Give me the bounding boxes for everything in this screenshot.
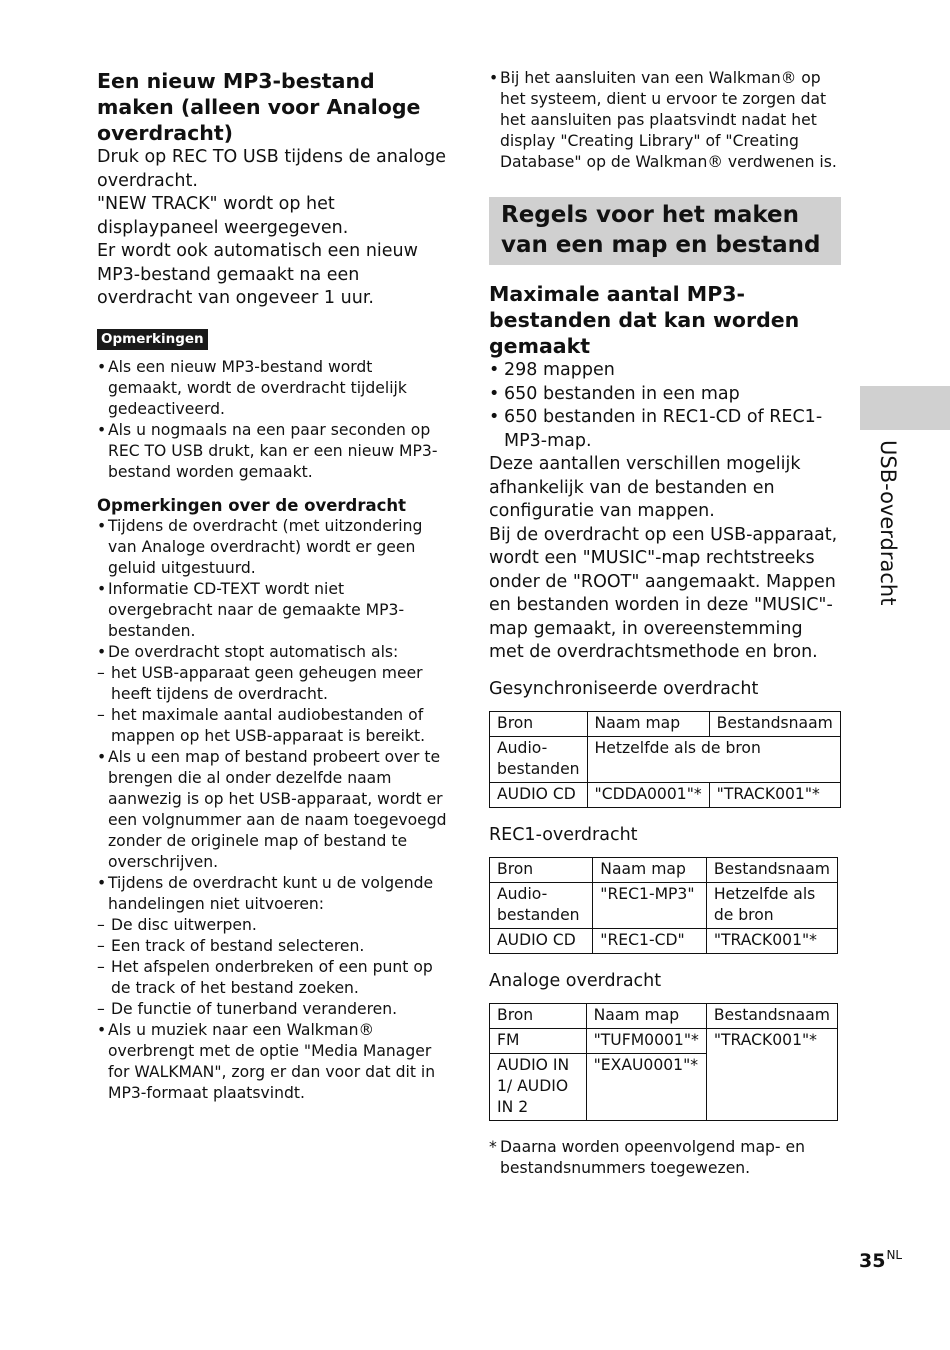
footnote-marker: *	[489, 1137, 497, 1156]
side-label-text: USB-overdracht	[876, 440, 900, 606]
table-header-row	[490, 857, 838, 882]
table-header: Bestandsnaam	[709, 711, 840, 736]
footnote-text: Daarna worden opeenvolgend map- en bestandsnummers toegewezen.	[500, 1137, 805, 1177]
sync-transfer-table	[489, 711, 841, 808]
table-header: Bestandsnaam	[706, 1003, 837, 1028]
list-item: • 650 bestanden in een map	[489, 383, 841, 407]
table-caption: REC1-overdracht	[489, 824, 638, 845]
table-cell: Audio-bestanden	[490, 882, 593, 928]
table-cell: Audio-bestanden	[490, 736, 588, 782]
list-item: • Als u een map of bestand probeert over te brengen die al onder dezelfde naam aanwezig is op het USB-apparaat, wordt er een volgnummer aan de naam toegevoegd zonder de originele map of bestand te overschrijven.	[97, 747, 449, 873]
table-header: Bron	[490, 1003, 587, 1028]
section-title-box	[489, 197, 841, 265]
table-row	[490, 928, 838, 953]
list-item	[97, 873, 449, 1020]
subheading-max-files: Maximale aantal MP3-bestanden dat kan worden gemaakt	[489, 282, 800, 358]
table-cell: AUDIO CD	[490, 782, 588, 807]
rec1-transfer-table	[489, 857, 838, 954]
paragraph: Bij de overdracht op een USB-apparaat, wordt een "MUSIC"-map rechtstreeks onder de "ROOT" aangemaakt. Mappen en bestanden worden in deze "MUSIC"-map gemaakt, in overeenstemming met de overdrachtsmethode en bron.	[489, 524, 838, 662]
table-row	[490, 736, 841, 782]
table-header-row	[490, 1003, 838, 1028]
table-header: Bestandsnaam	[706, 857, 837, 882]
list-item: – De functie of tunerband veranderen.	[97, 999, 449, 1020]
table-row	[490, 882, 838, 928]
side-label	[868, 440, 908, 630]
table-cell: "REC1-CD"	[593, 928, 707, 953]
right-column	[489, 0, 841, 1179]
table-cell: AUDIO IN 1/ AUDIO IN 2	[490, 1053, 587, 1120]
left-column	[97, 0, 449, 1104]
paragraph: Druk op REC TO USB tijdens de analoge overdracht.	[97, 147, 447, 191]
table-caption: Analoge overdracht	[489, 970, 662, 991]
list-item: – Het afspelen onderbreken of een punt op de track of het bestand zoeken.	[97, 957, 449, 999]
paragraph: "NEW TRACK" wordt op het displaypaneel weergegeven.	[97, 194, 349, 238]
list-item-text: Tijdens de overdracht kunt u de volgende handelingen niet uitvoeren:	[108, 873, 434, 913]
table-cell: "CDDA0001"*	[587, 782, 709, 807]
list-item: • Als een nieuw MP3-bestand wordt gemaakt, wordt de overdracht tijdelijk gedeactiveerd.	[97, 357, 449, 420]
page-number-value: 35	[859, 1250, 886, 1272]
table-cell: "TRACK001"*	[709, 782, 840, 807]
list-item	[97, 642, 449, 747]
table-cell: "TRACK001"*	[706, 1028, 837, 1120]
list-item: – Een track of bestand selecteren.	[97, 936, 449, 957]
table-cell: "TUFM0001"*	[586, 1028, 706, 1053]
list-item: • Als u muziek naar een Walkman® overbrengt met de optie "Media Manager for WALKMAN", zorg er dan voor dat dit in MP3-formaat plaatsvindt.	[97, 1020, 449, 1104]
walkman-note-list	[489, 68, 841, 173]
table-cell: "EXAU0001"*	[586, 1053, 706, 1120]
transfer-notes-list	[97, 516, 449, 1104]
table-cell: Hetzelfde als de bron	[587, 736, 840, 782]
list-item: • Als u nogmaals na een paar seconden op REC TO USB drukt, kan er een nieuw MP3-bestand worden gemaakt.	[97, 420, 449, 483]
list-item: • 298 mappen	[489, 359, 841, 383]
table-header: Bron	[490, 711, 588, 736]
list-item: • Bij het aansluiten van een Walkman® op het systeem, dient u ervoor te zorgen dat het aansluiten pas plaatsvindt nadat het display "Creating Library" of "Creating Database" op de Walkman® verdwenen is.	[489, 68, 841, 173]
table-row	[490, 782, 841, 807]
subheading-transfer-notes: Opmerkingen over de overdracht	[97, 495, 407, 515]
stop-conditions-list	[97, 663, 449, 747]
table-header: Bron	[490, 857, 593, 882]
table-caption: Gesynchroniseerde overdracht	[489, 678, 759, 699]
paragraph: Deze aantallen verschillen mogelijk afhankelijk van de bestanden en configuratie van mappen.	[489, 454, 801, 521]
notes-list	[97, 357, 449, 483]
footnote	[489, 1137, 841, 1179]
table-header: Naam map	[586, 1003, 706, 1028]
paragraph: Er wordt ook automatisch een nieuw MP3-bestand gemaakt na een overdracht van ongeveer 1 uur.	[97, 241, 418, 308]
table-cell: Hetzelfde als de bron	[706, 882, 837, 928]
heading-new-mp3: Een nieuw MP3-bestand maken (alleen voor Analoge overdracht)	[97, 69, 421, 145]
analog-transfer-table	[489, 1003, 838, 1121]
list-item-text: De overdracht stopt automatisch als:	[108, 642, 399, 661]
table-row	[490, 1028, 838, 1053]
limits-list	[489, 359, 841, 453]
table-cell: FM	[490, 1028, 587, 1053]
list-item: – De disc uitwerpen.	[97, 915, 449, 936]
table-header-row	[490, 711, 841, 736]
list-item: • Tijdens de overdracht (met uitzondering van Analoge overdracht) wordt er geen geluid uitgestuurd.	[97, 516, 449, 579]
section-title: Regels voor het maken van een map en bestand	[501, 202, 821, 258]
list-item: – het maximale aantal audiobestanden of mappen op het USB-apparaat is bereikt.	[97, 705, 449, 747]
blocked-actions-list	[97, 915, 449, 1020]
side-tab-marker	[860, 386, 950, 430]
list-item: • 650 bestanden in REC1-CD of REC1-MP3-map.	[489, 406, 841, 453]
table-header: Naam map	[593, 857, 707, 882]
table-cell: AUDIO CD	[490, 928, 593, 953]
page-number	[859, 1248, 902, 1272]
list-item: • Informatie CD-TEXT wordt niet overgebracht naar de gemaakte MP3-bestanden.	[97, 579, 449, 642]
list-item: – het USB-apparaat geen geheugen meer heeft tijdens de overdracht.	[97, 663, 449, 705]
table-cell: "TRACK001"*	[706, 928, 837, 953]
page-number-suffix: NL	[886, 1248, 903, 1262]
table-cell: "REC1-MP3"	[593, 882, 707, 928]
notes-badge: Opmerkingen	[97, 329, 208, 350]
table-header: Naam map	[587, 711, 709, 736]
